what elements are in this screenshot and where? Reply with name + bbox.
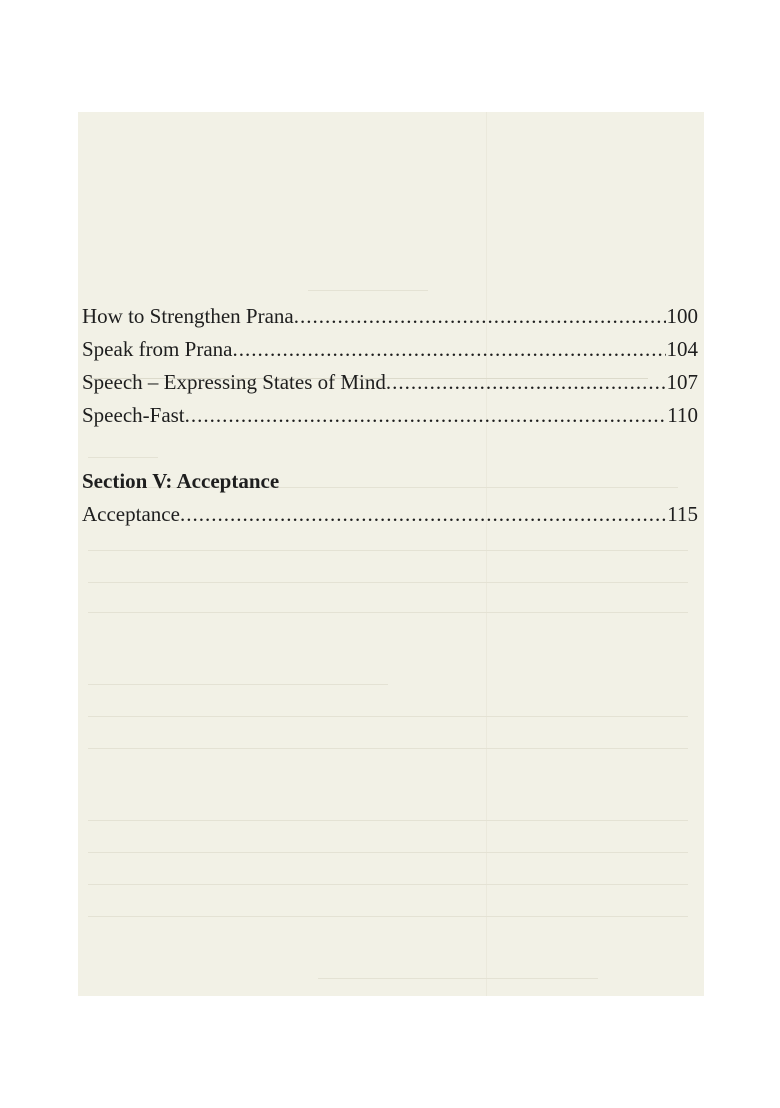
bleed-through-mark <box>88 748 688 749</box>
toc-entry[interactable] <box>82 333 698 366</box>
toc-entry[interactable] <box>82 498 698 531</box>
toc-entry-title: Speak from Prana <box>82 337 233 361</box>
page-fold-shadow <box>486 112 487 996</box>
bleed-through-mark <box>88 716 688 717</box>
dot-leader <box>386 366 666 399</box>
dot-leader <box>180 498 666 531</box>
toc-entry-title: Speech-Fast <box>82 403 185 427</box>
toc-entry-title: Speech – Expressing States of Mind <box>82 370 386 394</box>
bleed-through-mark <box>88 916 688 917</box>
bleed-through-mark <box>88 684 388 685</box>
toc-entry[interactable] <box>82 366 698 399</box>
bleed-through-mark <box>308 290 428 291</box>
toc-entry-page: 104 <box>666 337 698 361</box>
toc-entry[interactable] <box>82 399 698 432</box>
dot-leader <box>294 300 666 333</box>
bleed-through-mark <box>88 582 688 583</box>
bleed-through-mark <box>88 884 688 885</box>
toc-entry-title: Acceptance <box>82 502 180 526</box>
bleed-through-mark <box>88 820 688 821</box>
bleed-through-mark <box>88 612 688 613</box>
bleed-through-mark <box>318 978 598 979</box>
toc-entry-title: How to Strengthen Prana <box>82 304 294 328</box>
toc-entry-page: 100 <box>666 304 698 328</box>
scanned-page-background <box>78 112 704 996</box>
toc-entry-page: 107 <box>666 370 698 394</box>
toc-entry-page: 110 <box>667 403 698 427</box>
toc-entry-page: 115 <box>667 502 698 526</box>
dot-leader <box>185 399 667 432</box>
section-heading: Section V: Acceptance <box>82 469 280 493</box>
table-of-contents <box>82 300 698 531</box>
bleed-through-mark <box>88 550 688 551</box>
dot-leader <box>232 333 665 366</box>
toc-entry[interactable] <box>82 300 698 333</box>
bleed-through-mark <box>88 852 688 853</box>
